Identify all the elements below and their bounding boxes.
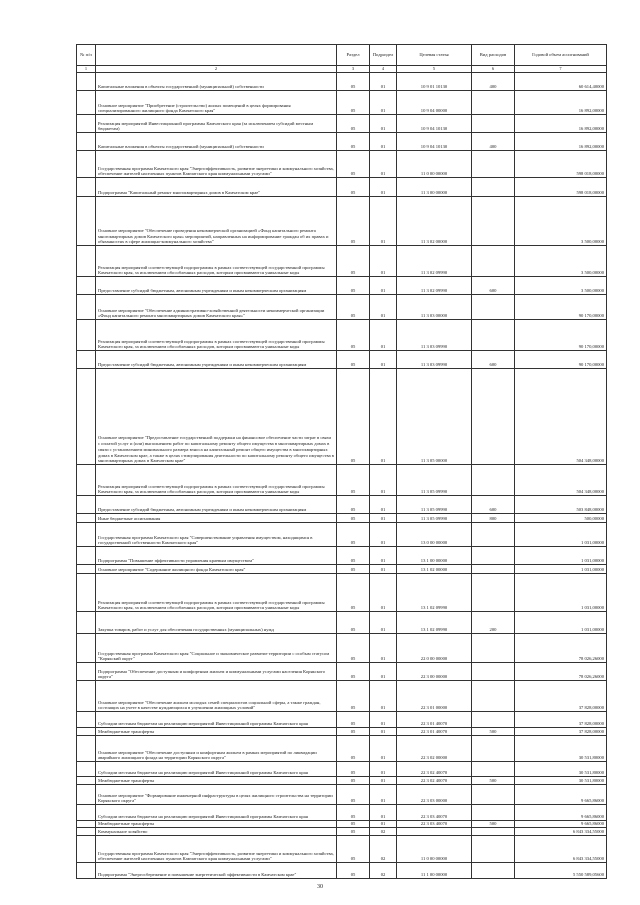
- table-row: [77, 351, 607, 369]
- cell-sum: 1 031,00000: [515, 565, 607, 574]
- cell-podrazdel: 01: [370, 728, 397, 736]
- cell-vid-raskhodov: 600: [472, 351, 515, 369]
- cell-tselevaya-statya: 22 3 01 00000: [397, 681, 472, 712]
- table-header-row: [77, 45, 607, 66]
- cell-sum: 9 665,86000: [515, 785, 607, 805]
- cell-vid-raskhodov: 800: [472, 514, 515, 523]
- cell-name: Предоставление субсидий бюджетным, автономным учреждениям и иным некоммерческим организациям: [96, 277, 337, 295]
- cell-vid-raskhodov: 400: [472, 133, 515, 151]
- cell-sum: 90 170,00000: [515, 351, 607, 369]
- cell-vid-raskhodov: 600: [472, 277, 515, 295]
- cell-razdel: 05: [337, 197, 370, 246]
- cell-podrazdel: 01: [370, 821, 397, 828]
- cell-tselevaya-statya: 13 1 02 09990: [397, 612, 472, 634]
- cell-sum: 1 031,00000: [515, 612, 607, 634]
- cell-sum: 37 828,00000: [515, 728, 607, 736]
- cell-name: Основное мероприятие "Обеспечение доступным и комфортным жильем в рамках мероприятий по ликвидации аварийного жилищного фонда на территории Корякского округа": [96, 736, 337, 762]
- cell-sum: 3 500,00000: [515, 246, 607, 277]
- cell-podrazdel: 01: [370, 295, 397, 320]
- table-row: [77, 836, 607, 863]
- cell-sum: 37 828,00000: [515, 681, 607, 712]
- cell-num: [77, 351, 96, 369]
- cell-razdel: 05: [337, 762, 370, 777]
- cell-podrazdel: 01: [370, 73, 397, 91]
- cell-razdel: 05: [337, 821, 370, 828]
- cell-podrazdel: 01: [370, 634, 397, 663]
- table-row: [77, 663, 607, 681]
- cell-podrazdel: 01: [370, 351, 397, 369]
- cell-sum: 16 892,00000: [515, 115, 607, 133]
- table-row: [77, 277, 607, 295]
- cell-name: Реализация мероприятий соответствующей подпрограммы в рамках соответствующей государственной программы Камчатского края, за исключением обособленных расходов, которым присваиваются уникальные коды: [96, 320, 337, 351]
- cell-name: Государственная программа Камчатского края "Энергоэффективность, развитие энергетики и коммунального хозяйства, обеспечение жителей населенных пунктов Камчатского края коммунальными услугами": [96, 151, 337, 178]
- cell-num: [77, 785, 96, 805]
- cell-name: Реализация мероприятий соответствующей подпрограммы в рамках соответствующей государственной программы Камчатского края, за исключением обособленных расходов, которым присваиваются уникальные коды: [96, 465, 337, 496]
- cell-tselevaya-statya: 22 3 01 40070: [397, 712, 472, 728]
- cell-podrazdel: 01: [370, 91, 397, 115]
- cell-name: Субсидии местным бюджетам на реализацию мероприятий Инвестиционной программы Камчатского края: [96, 712, 337, 728]
- cell-tselevaya-statya: 11 3 05 09990: [397, 496, 472, 514]
- cell-podrazdel: 01: [370, 663, 397, 681]
- cell-tselevaya-statya: 13 1 02 00000: [397, 565, 472, 574]
- cell-tselevaya-statya: 11 3 05 09990: [397, 514, 472, 523]
- cell-name: Подпрограмма "Энергосбережение и повышение энергетической эффективности в Камчатском крае": [96, 863, 337, 879]
- cell-num: [77, 612, 96, 634]
- cell-podrazdel: 01: [370, 762, 397, 777]
- table-row: [77, 514, 607, 523]
- cell-sum: 598 018,00000: [515, 151, 607, 178]
- cell-tselevaya-statya: 11 3 02 09990: [397, 246, 472, 277]
- column-number: 7: [515, 66, 607, 73]
- cell-sum: 1 031,00000: [515, 547, 607, 565]
- cell-vid-raskhodov: [472, 91, 515, 115]
- cell-name: Предоставление субсидий бюджетным, автономным учреждениям и иным некоммерческим организациям: [96, 351, 337, 369]
- cell-razdel: 05: [337, 565, 370, 574]
- cell-tselevaya-statya: 22 3 02 00000: [397, 736, 472, 762]
- cell-vid-raskhodov: 400: [472, 73, 515, 91]
- cell-tselevaya-statya: 22 3 03 40070: [397, 805, 472, 821]
- cell-razdel: 05: [337, 320, 370, 351]
- table-row: [77, 728, 607, 736]
- cell-tselevaya-statya: 22 3 00 00000: [397, 663, 472, 681]
- table-row: [77, 151, 607, 178]
- table-row: [77, 777, 607, 785]
- cell-podrazdel: 02: [370, 836, 397, 863]
- cell-sum: 1 031,00000: [515, 523, 607, 547]
- cell-vid-raskhodov: [472, 465, 515, 496]
- cell-tselevaya-statya: 11 3 05 00000: [397, 369, 472, 465]
- cell-sum: 30 531,80000: [515, 762, 607, 777]
- cell-name: Основное мероприятие "Содержание жилищного фонда Камчатского края": [96, 565, 337, 574]
- cell-tselevaya-statya: 22 0 00 00000: [397, 634, 472, 663]
- cell-tselevaya-statya: 11 3 05 09990: [397, 465, 472, 496]
- cell-razdel: 05: [337, 777, 370, 785]
- table-row: [77, 681, 607, 712]
- cell-razdel: 05: [337, 523, 370, 547]
- cell-tselevaya-statya: 11 3 03 00000: [397, 295, 472, 320]
- table-row: [77, 634, 607, 663]
- cell-razdel: 05: [337, 178, 370, 197]
- table-row: [77, 320, 607, 351]
- cell-num: [77, 465, 96, 496]
- cell-vid-raskhodov: [472, 762, 515, 777]
- cell-num: [77, 762, 96, 777]
- table-row: [77, 612, 607, 634]
- cell-razdel: 05: [337, 612, 370, 634]
- cell-razdel: 05: [337, 805, 370, 821]
- cell-razdel: 05: [337, 465, 370, 496]
- cell-podrazdel: 01: [370, 197, 397, 246]
- cell-name: Основное мероприятие "Обеспечение жильем молодых семей специалистов социальной сферы, а также граждан, состоящих на учете в качестве нуждающихся в улучшении жилищных условий": [96, 681, 337, 712]
- cell-sum: 5 550 589,05600: [515, 863, 607, 879]
- cell-num: [77, 115, 96, 133]
- cell-podrazdel: 01: [370, 523, 397, 547]
- cell-sum: 3 500,00000: [515, 277, 607, 295]
- cell-podrazdel: 01: [370, 681, 397, 712]
- cell-num: [77, 496, 96, 514]
- cell-name: Предоставление субсидий бюджетным, автономным учреждениям и иным некоммерческим организациям: [96, 496, 337, 514]
- column-number: 6: [472, 66, 515, 73]
- cell-podrazdel: 01: [370, 465, 397, 496]
- cell-sum: 16 892,00000: [515, 133, 607, 151]
- cell-sum: 30 531,80000: [515, 736, 607, 762]
- cell-razdel: 05: [337, 514, 370, 523]
- cell-vid-raskhodov: [472, 681, 515, 712]
- cell-podrazdel: 02: [370, 863, 397, 879]
- column-number: 3: [337, 66, 370, 73]
- cell-vid-raskhodov: 200: [472, 612, 515, 634]
- cell-vid-raskhodov: [472, 295, 515, 320]
- table-row: [77, 574, 607, 612]
- cell-sum: 504 348,00000: [515, 369, 607, 465]
- cell-vid-raskhodov: 500: [472, 821, 515, 828]
- cell-razdel: 05: [337, 115, 370, 133]
- cell-num: [77, 547, 96, 565]
- cell-vid-raskhodov: [472, 574, 515, 612]
- cell-sum: 90 170,00000: [515, 320, 607, 351]
- cell-vid-raskhodov: [472, 836, 515, 863]
- cell-razdel: 05: [337, 574, 370, 612]
- cell-name: Основное мероприятие "Предоставление государственной поддержки на финансовое обеспечение части затрат в связи с оплатой услуг и (или) выполнением работ по капитальному ремонту общего имущества в многоквартирных домах в связи с установлением минимального размера взноса на капитальный ремонт общего имущества в многоквартирных домах в Камчатском крае, а также в целях стимулирования деятельности по капитальному ремонту общего имущества в многоквартирных домах в Камчатском крае": [96, 369, 337, 465]
- column-number: 5: [397, 66, 472, 73]
- cell-num: [77, 369, 96, 465]
- header-tselevaya-statya: Целевая статья: [397, 45, 472, 66]
- cell-podrazdel: 01: [370, 712, 397, 728]
- cell-sum: 78 026,26000: [515, 634, 607, 663]
- cell-vid-raskhodov: 500: [472, 777, 515, 785]
- cell-vid-raskhodov: 500: [472, 728, 515, 736]
- cell-tselevaya-statya: [397, 828, 472, 836]
- cell-vid-raskhodov: [472, 863, 515, 879]
- table-row: [77, 736, 607, 762]
- cell-sum: 500,00000: [515, 514, 607, 523]
- cell-name: Межбюджетные трансферты: [96, 728, 337, 736]
- cell-num: [77, 574, 96, 612]
- cell-num: [77, 133, 96, 151]
- table-row: [77, 712, 607, 728]
- cell-tselevaya-statya: 13 1 02 09990: [397, 574, 472, 612]
- cell-sum: 37 828,00000: [515, 712, 607, 728]
- cell-razdel: 05: [337, 73, 370, 91]
- table-row: [77, 73, 607, 91]
- cell-vid-raskhodov: [472, 565, 515, 574]
- cell-sum: 504 348,00000: [515, 465, 607, 496]
- cell-razdel: 05: [337, 277, 370, 295]
- cell-razdel: 05: [337, 547, 370, 565]
- cell-razdel: 05: [337, 246, 370, 277]
- cell-num: [77, 728, 96, 736]
- cell-name: Субсидии местным бюджетам на реализацию мероприятий Инвестиционной программы Камчатского края: [96, 805, 337, 821]
- table-row: [77, 785, 607, 805]
- cell-name: Коммунальное хозяйство: [96, 828, 337, 836]
- cell-razdel: 05: [337, 91, 370, 115]
- cell-razdel: 05: [337, 151, 370, 178]
- cell-podrazdel: 01: [370, 574, 397, 612]
- cell-num: [77, 663, 96, 681]
- cell-razdel: 05: [337, 863, 370, 879]
- cell-podrazdel: 02: [370, 828, 397, 836]
- cell-tselevaya-statya: 11 3 00 00000: [397, 178, 472, 197]
- cell-vid-raskhodov: [472, 634, 515, 663]
- column-number: 1: [77, 66, 96, 73]
- cell-sum: 60 614,40000: [515, 73, 607, 91]
- table-row: [77, 246, 607, 277]
- cell-tselevaya-statya: 10 9 04 10130: [397, 115, 472, 133]
- cell-vid-raskhodov: [472, 115, 515, 133]
- column-number: 4: [370, 66, 397, 73]
- cell-num: [77, 295, 96, 320]
- cell-tselevaya-statya: 10 9 04 00000: [397, 91, 472, 115]
- cell-razdel: 05: [337, 736, 370, 762]
- table-row: [77, 178, 607, 197]
- cell-name: Подпрограмма "Обеспечение доступным и комфортным жильем и коммунальными услугами населения Корякского округа": [96, 663, 337, 681]
- cell-razdel: 05: [337, 663, 370, 681]
- cell-razdel: 05: [337, 496, 370, 514]
- cell-sum: 78 026,26000: [515, 663, 607, 681]
- cell-tselevaya-statya: 13 0 00 00000: [397, 523, 472, 547]
- cell-name: Субсидии местным бюджетам на реализацию мероприятий Инвестиционной программы Камчатского края: [96, 762, 337, 777]
- table-row: [77, 115, 607, 133]
- header-podrazdel: Подраздел: [370, 45, 397, 66]
- cell-name: Основное мероприятие "Формирование инженерной инфраструктуры в целях жилищного строительства на территории Корякского округа": [96, 785, 337, 805]
- cell-podrazdel: 01: [370, 115, 397, 133]
- cell-num: [77, 736, 96, 762]
- cell-sum: 6 843 334,55000: [515, 828, 607, 836]
- cell-razdel: 05: [337, 634, 370, 663]
- cell-podrazdel: 01: [370, 320, 397, 351]
- budget-table: [76, 44, 607, 879]
- cell-vid-raskhodov: [472, 736, 515, 762]
- table-row: [77, 805, 607, 821]
- cell-num: [77, 836, 96, 863]
- table-row: [77, 295, 607, 320]
- cell-tselevaya-statya: 11 0 00 00000: [397, 836, 472, 863]
- cell-num: [77, 777, 96, 785]
- cell-name: Капитальные вложения в объекты государственной (муниципальной) собственности: [96, 73, 337, 91]
- cell-name: Государственная программа Камчатского края "Совершенствование управления имуществом, находящимся в государственной собственности Камчатского края": [96, 523, 337, 547]
- cell-sum: 30 531,80000: [515, 777, 607, 785]
- cell-name: Межбюджетные трансферты: [96, 821, 337, 828]
- cell-num: [77, 73, 96, 91]
- cell-vid-raskhodov: 600: [472, 496, 515, 514]
- cell-name: Государственная программа Камчатского края "Энергоэффективность, развитие энергетики и коммунального хозяйства, обеспечение жителей населенных пунктов Камчатского края коммунальными услугами": [96, 836, 337, 863]
- cell-vid-raskhodov: [472, 246, 515, 277]
- cell-sum: 16 892,00000: [515, 91, 607, 115]
- cell-vid-raskhodov: [472, 663, 515, 681]
- cell-podrazdel: 01: [370, 777, 397, 785]
- cell-podrazdel: 01: [370, 612, 397, 634]
- cell-num: [77, 634, 96, 663]
- cell-tselevaya-statya: 11 0 00 00000: [397, 151, 472, 178]
- cell-razdel: 05: [337, 712, 370, 728]
- cell-podrazdel: 01: [370, 805, 397, 821]
- cell-name: Основное мероприятие "Обеспечение проведения некоммерческой организацией «Фонд капитального ремонта многоквартирных домов Камчатского края» мероприятий, направленных на информирование граждан об их правах и обязанностях в сфере жилищно-коммунального хозяйства": [96, 197, 337, 246]
- cell-num: [77, 178, 96, 197]
- cell-podrazdel: 01: [370, 151, 397, 178]
- cell-num: [77, 821, 96, 828]
- cell-podrazdel: 01: [370, 178, 397, 197]
- table-row: [77, 496, 607, 514]
- cell-name: Межбюджетные трансферты: [96, 777, 337, 785]
- cell-num: [77, 246, 96, 277]
- table-row: [77, 762, 607, 777]
- cell-num: [77, 151, 96, 178]
- cell-podrazdel: 01: [370, 277, 397, 295]
- cell-tselevaya-statya: 22 3 02 40070: [397, 777, 472, 785]
- table-row: [77, 565, 607, 574]
- cell-num: [77, 712, 96, 728]
- cell-num: [77, 565, 96, 574]
- cell-vid-raskhodov: [472, 369, 515, 465]
- table-row: [77, 863, 607, 879]
- cell-tselevaya-statya: 11 3 03 09990: [397, 351, 472, 369]
- cell-sum: 1 031,00000: [515, 574, 607, 612]
- table-row: [77, 133, 607, 151]
- cell-num: [77, 91, 96, 115]
- cell-razdel: 05: [337, 681, 370, 712]
- cell-podrazdel: 01: [370, 369, 397, 465]
- cell-num: [77, 681, 96, 712]
- cell-vid-raskhodov: [472, 320, 515, 351]
- cell-sum: 6 843 334,55000: [515, 836, 607, 863]
- cell-num: [77, 523, 96, 547]
- table-row: [77, 828, 607, 836]
- table-row: [77, 91, 607, 115]
- cell-podrazdel: 01: [370, 246, 397, 277]
- header-razdel: Раздел: [337, 45, 370, 66]
- cell-razdel: 05: [337, 785, 370, 805]
- cell-name: Подпрограмма "Капитальный ремонт многоквартирных домов в Камчатском крае": [96, 178, 337, 197]
- cell-podrazdel: 01: [370, 565, 397, 574]
- cell-num: [77, 277, 96, 295]
- cell-num: [77, 863, 96, 879]
- cell-name: Реализация мероприятий соответствующей подпрограммы в рамках соответствующей государственной программы Камчатского края, за исключением обособленных расходов, которым присваиваются уникальные коды: [96, 246, 337, 277]
- cell-tselevaya-statya: 11 1 00 00000: [397, 863, 472, 879]
- cell-vid-raskhodov: [472, 785, 515, 805]
- cell-name: Основное мероприятие "Приобретение (строительство) жилых помещений в целях формирования специализированного жилищного фонда Камчатского края": [96, 91, 337, 115]
- cell-tselevaya-statya: 22 3 02 40070: [397, 762, 472, 777]
- cell-tselevaya-statya: 10 9 04 10130: [397, 133, 472, 151]
- cell-vid-raskhodov: [472, 178, 515, 197]
- cell-name: Капитальные вложения в объекты государственной (муниципальной) собственности: [96, 133, 337, 151]
- page-number: 30: [317, 884, 323, 890]
- cell-razdel: 05: [337, 133, 370, 151]
- cell-tselevaya-statya: 22 3 01 40070: [397, 728, 472, 736]
- cell-razdel: 05: [337, 369, 370, 465]
- cell-podrazdel: 01: [370, 496, 397, 514]
- cell-sum: 9 665,86000: [515, 821, 607, 828]
- cell-num: [77, 514, 96, 523]
- cell-podrazdel: 01: [370, 514, 397, 523]
- cell-razdel: 05: [337, 828, 370, 836]
- cell-tselevaya-statya: 22 3 03 00000: [397, 785, 472, 805]
- cell-tselevaya-statya: 11 3 02 00000: [397, 197, 472, 246]
- table-row: [77, 547, 607, 565]
- cell-tselevaya-statya: 11 3 02 09990: [397, 277, 472, 295]
- cell-vid-raskhodov: [472, 828, 515, 836]
- cell-podrazdel: 01: [370, 785, 397, 805]
- cell-razdel: 05: [337, 836, 370, 863]
- cell-razdel: 05: [337, 728, 370, 736]
- cell-podrazdel: 01: [370, 547, 397, 565]
- cell-podrazdel: 01: [370, 736, 397, 762]
- cell-name: Подпрограмма "Повышение эффективности управления краевым имуществом": [96, 547, 337, 565]
- cell-tselevaya-statya: 22 3 03 40070: [397, 821, 472, 828]
- cell-name: Государственная программа Камчатского края "Социальное и экономическое развитие территории с особым статусом "Корякский округ": [96, 634, 337, 663]
- header-name: [96, 45, 337, 66]
- header-godovoy-obem: Годовой объем ассигнований: [515, 45, 607, 66]
- column-number-row: [77, 66, 607, 73]
- table-row: [77, 369, 607, 465]
- cell-num: [77, 197, 96, 246]
- table-row: [77, 821, 607, 828]
- cell-name: Закупка товаров, работ и услуг для обеспечения государственных (муниципальных) нужд: [96, 612, 337, 634]
- cell-vid-raskhodov: [472, 712, 515, 728]
- cell-tselevaya-statya: 13 1 00 00000: [397, 547, 472, 565]
- cell-num: [77, 320, 96, 351]
- cell-vid-raskhodov: [472, 197, 515, 246]
- cell-sum: 9 665,86000: [515, 805, 607, 821]
- cell-vid-raskhodov: [472, 805, 515, 821]
- header-num: № п/п: [77, 45, 96, 66]
- cell-sum: 3 500,00000: [515, 197, 607, 246]
- cell-sum: 503 848,00000: [515, 496, 607, 514]
- cell-num: [77, 828, 96, 836]
- cell-sum: 598 018,00000: [515, 178, 607, 197]
- cell-vid-raskhodov: [472, 547, 515, 565]
- cell-razdel: 05: [337, 351, 370, 369]
- cell-vid-raskhodov: [472, 523, 515, 547]
- cell-tselevaya-statya: 11 3 03 09990: [397, 320, 472, 351]
- table-row: [77, 523, 607, 547]
- cell-podrazdel: 01: [370, 133, 397, 151]
- cell-tselevaya-statya: 10 9 01 10130: [397, 73, 472, 91]
- cell-name: Иные бюджетные ассигнования: [96, 514, 337, 523]
- cell-name: Реализация мероприятий Инвестиционной программы Камчатского края (за исключением субсидий местным бюджетам): [96, 115, 337, 133]
- header-vid-raskhodov: Вид расходов: [472, 45, 515, 66]
- column-number: 2: [96, 66, 337, 73]
- budget-sheet: [76, 44, 606, 879]
- cell-name: Основное мероприятие "Обеспечение административно-хозяйственной деятельности некоммерческой организации «Фонд капитального ремонта многоквартирных домов Камчатского края»": [96, 295, 337, 320]
- cell-name: Реализация мероприятий соответствующей подпрограммы в рамках соответствующей государственной программы Камчатского края, за исключением обособленных расходов, которым присваиваются уникальные коды: [96, 574, 337, 612]
- cell-vid-raskhodov: [472, 151, 515, 178]
- cell-razdel: 05: [337, 295, 370, 320]
- cell-num: [77, 805, 96, 821]
- cell-sum: 90 170,00000: [515, 295, 607, 320]
- table-row: [77, 197, 607, 246]
- table-row: [77, 465, 607, 496]
